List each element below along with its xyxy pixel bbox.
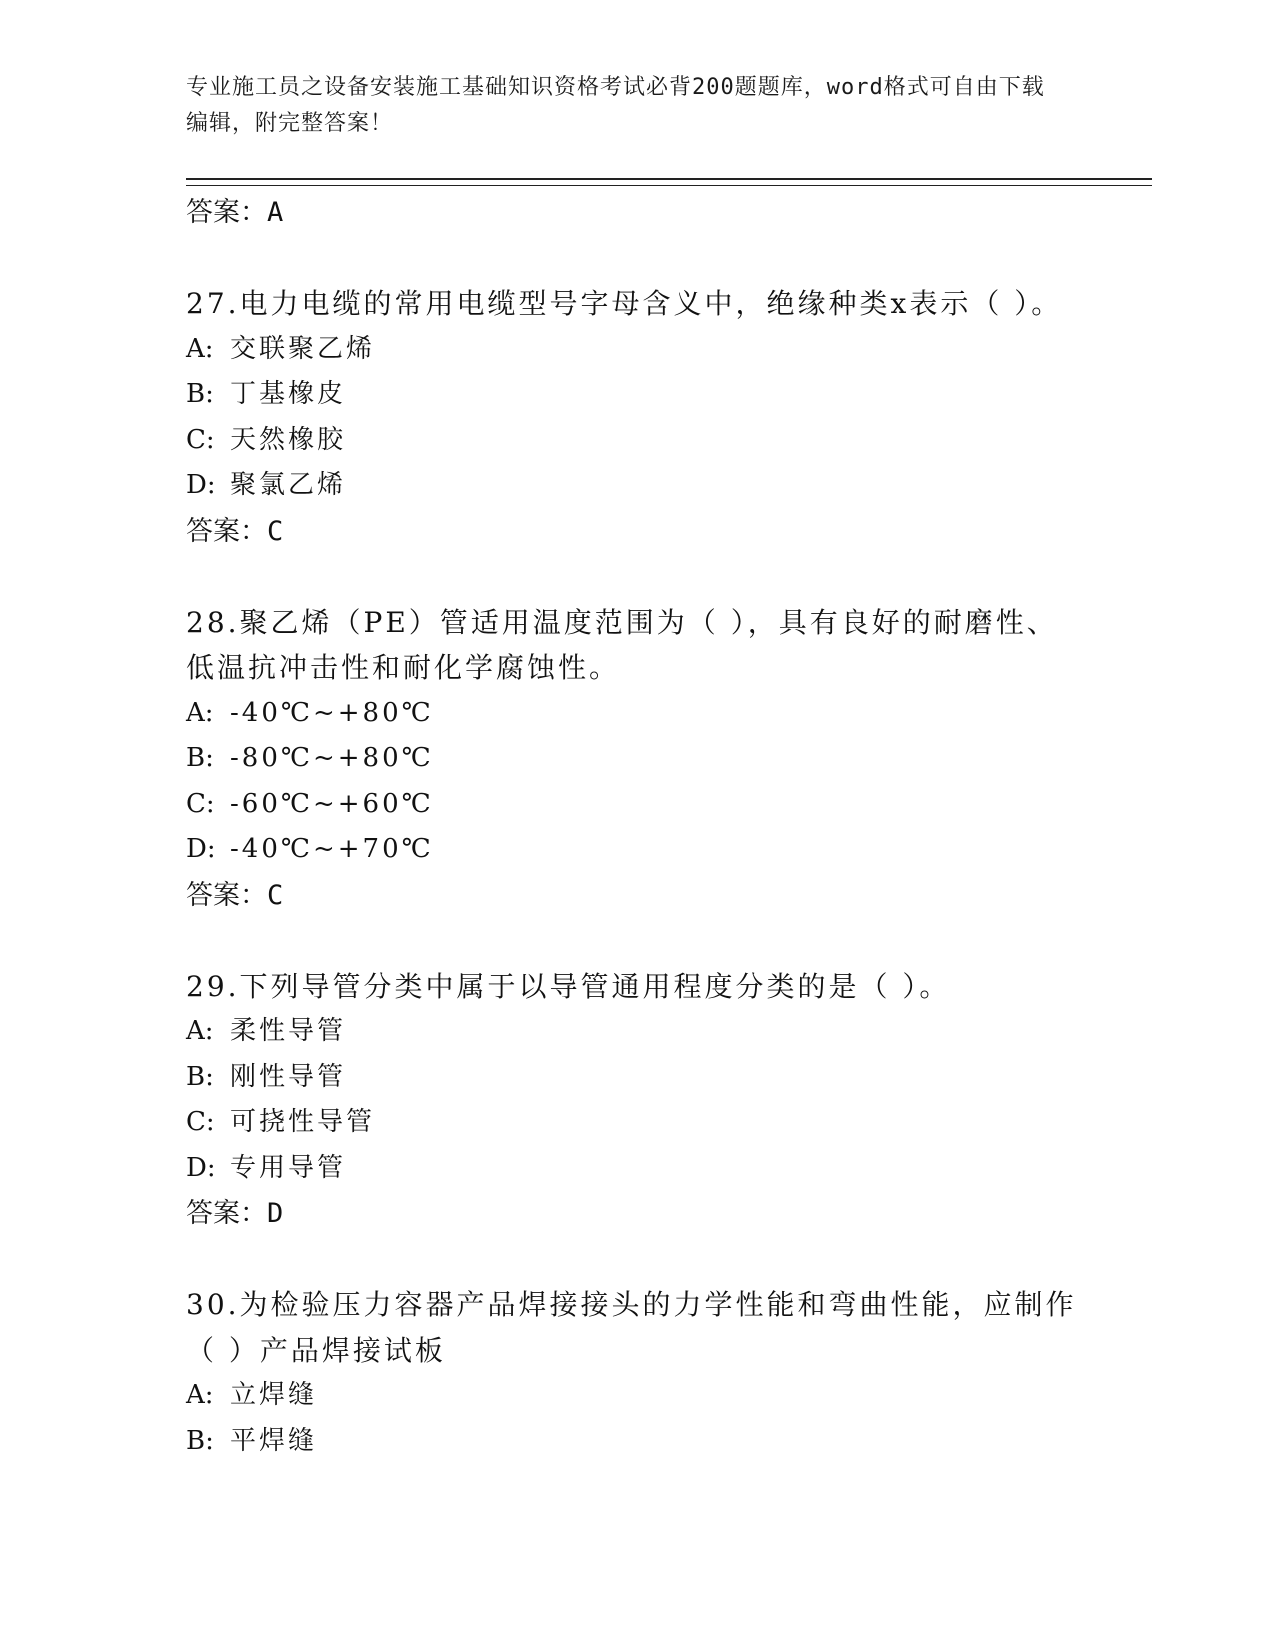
option-text: 专用导管 [230,1152,347,1183]
option-text: 可挠性导管 [230,1107,376,1137]
option-text: 天然橡胶 [230,424,347,455]
option-c [186,418,1086,464]
question-30 [186,1282,1086,1464]
option-key: A: [186,697,214,728]
option-b [186,1055,1086,1101]
option-text: 柔性导管 [230,1016,347,1046]
option-key: B: [186,1425,214,1456]
option-key: B: [186,379,214,409]
option-key: A: [186,1380,214,1410]
option-a [186,691,1086,737]
option-a [186,1373,1086,1419]
option-key: D: [186,834,216,864]
question-text: 29.下列导管分类中属于以导管通用程度分类的是（ ）。 [186,969,951,1003]
answer-line: 答案：D [186,1198,284,1229]
option-a [186,1009,1086,1055]
option-key: B: [186,1061,214,1092]
option-key: B: [186,743,214,773]
answer-line: 答案：C [186,515,284,547]
option-text: 立焊缝 [230,1380,318,1410]
option-b [186,372,1086,418]
option-text: 交联聚乙烯 [230,333,376,364]
option-text: 聚氯乙烯 [230,470,347,500]
question-text: 27.电力电缆的常用电缆型号字母含义中，绝缘种类x表示（ ）。 [186,287,1063,320]
option-key: D: [186,470,216,500]
question-27 [186,281,1086,554]
header-divider [186,178,1152,186]
question-28 [186,600,1086,918]
option-text: -80℃~+80℃ [230,743,434,773]
option-text: 刚性导管 [230,1061,347,1092]
option-text: -40℃~+80℃ [230,697,434,728]
question-text: 28.聚乙烯（PE）管适用温度范围为（ ），具有良好的耐磨性、低温抗冲击性和耐化学腐蚀性。 [186,605,1058,684]
option-key: C: [186,1107,215,1137]
option-key: A: [186,1016,214,1046]
option-c [186,782,1086,828]
option-d [186,463,1086,509]
question-text: 30.为检验压力容器产品焊接接头的力学性能和弯曲性能，应制作（ ）产品焊接试板 [186,1288,1077,1367]
option-b [186,736,1086,782]
option-d [186,827,1086,873]
document-body [186,190,1086,1464]
question-29 [186,964,1086,1237]
option-text: -60℃~+60℃ [230,788,434,819]
answer-line: 答案：A [186,197,284,228]
option-c [186,1100,1086,1146]
option-b [186,1419,1086,1465]
option-key: C: [186,788,215,819]
option-text: 丁基橡皮 [230,379,347,409]
option-a [186,327,1086,373]
document-header: 专业施工员之设备安装施工基础知识资格考试必背200题题库，word格式可自由下载编辑，附完整答案！ [186,75,1045,136]
spacer [186,918,1086,964]
option-key: A: [186,333,214,364]
option-key: C: [186,424,215,455]
option-text: -40℃~+70℃ [230,834,434,864]
option-d [186,1146,1086,1192]
spacer [186,235,1086,281]
option-key: D: [186,1152,216,1183]
spacer [186,554,1086,600]
option-text: 平焊缝 [230,1425,318,1456]
spacer [186,1236,1086,1282]
answer-line: 答案：C [186,879,284,911]
